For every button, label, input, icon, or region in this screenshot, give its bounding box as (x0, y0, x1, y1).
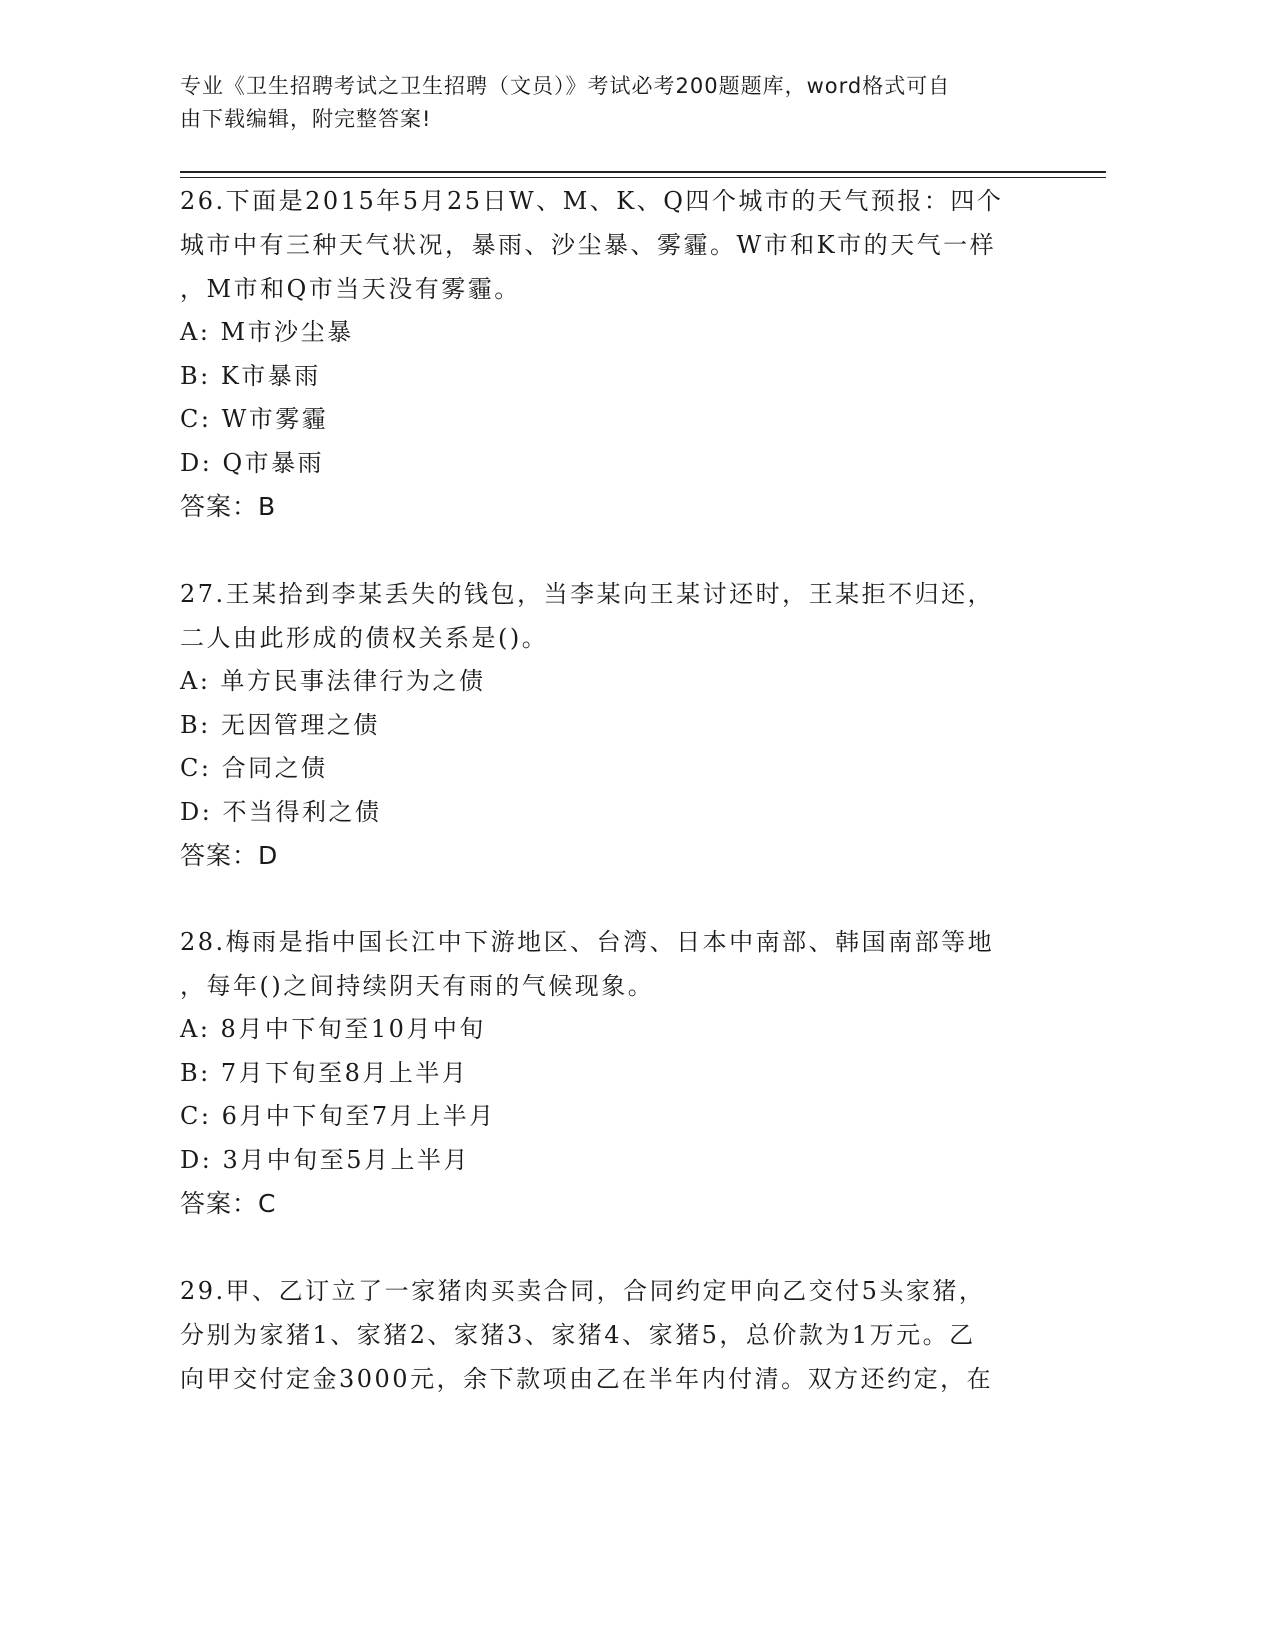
question-stem-line: ，每年()之间持续阴天有雨的气候现象。 (180, 972, 655, 1000)
question-stem-line: 29.甲、乙订立了一家猪肉买卖合同，合同约定甲向乙交付5头家猪， (180, 1277, 986, 1305)
option-d: D: 不当得利之债 (180, 797, 382, 826)
question-stem-line: ，M市和Q市当天没有雾霾。 (180, 275, 521, 303)
option-b: B: 7月下旬至8月上半月 (180, 1058, 469, 1087)
question-29 (180, 1269, 1060, 1401)
question-stem-line: 26.下面是2015年5月25日W、M、K、Q四个城市的天气预报：四个 (180, 187, 1004, 215)
question-stem-line: 27.王某拾到李某丢失的钱包，当李某向王某讨还时，王某拒不归还， (180, 580, 995, 608)
question-26 (180, 179, 1060, 529)
question-28 (180, 920, 1060, 1226)
question-stem-line: 分别为家猪1、家猪2、家猪3、家猪4、家猪5，总价款为1万元。乙 (180, 1321, 976, 1349)
answer-line: 答案：B (180, 492, 277, 521)
document-header (180, 70, 1040, 136)
option-b: B: K市暴雨 (180, 361, 321, 390)
question-stem-line: 28.梅雨是指中国长江中下游地区、台湾、日本中南部、韩国南部等地 (180, 928, 995, 956)
header-rule-thick (180, 171, 1106, 173)
option-b: B: 无因管理之债 (180, 710, 380, 739)
question-stem-line: 二人由此形成的债权关系是()。 (180, 624, 549, 652)
option-c: C: 合同之债 (180, 754, 328, 782)
option-a: A: 8月中下旬至10月中旬 (180, 1015, 486, 1043)
question-27 (180, 572, 1060, 878)
option-c: C: W市雾霾 (180, 405, 329, 433)
question-stem-line: 向甲交付定金3000元，余下款项由乙在半年内付清。双方还约定，在 (180, 1365, 994, 1393)
option-a: A: 单方民事法律行为之债 (180, 667, 486, 695)
header-line-2: 由下载编辑，附完整答案! (180, 107, 432, 131)
option-c: C: 6月中下旬至7月上半月 (180, 1102, 496, 1130)
question-stem-line: 城市中有三种天气状况，暴雨、沙尘暴、雾霾。W市和K市的天气一样 (180, 231, 997, 259)
header-line-1: 专业《卫生招聘考试之卫生招聘（文员）》考试必考200题题库，word格式可自 (180, 74, 951, 98)
answer-line: 答案：C (180, 1189, 277, 1218)
answer-line: 答案：D (180, 841, 279, 870)
option-d: D: 3月中旬至5月上半月 (180, 1145, 470, 1174)
option-d: D: Q市暴雨 (180, 448, 325, 477)
option-a: A: M市沙尘暴 (180, 318, 354, 346)
header-rule-thin (180, 177, 1106, 178)
